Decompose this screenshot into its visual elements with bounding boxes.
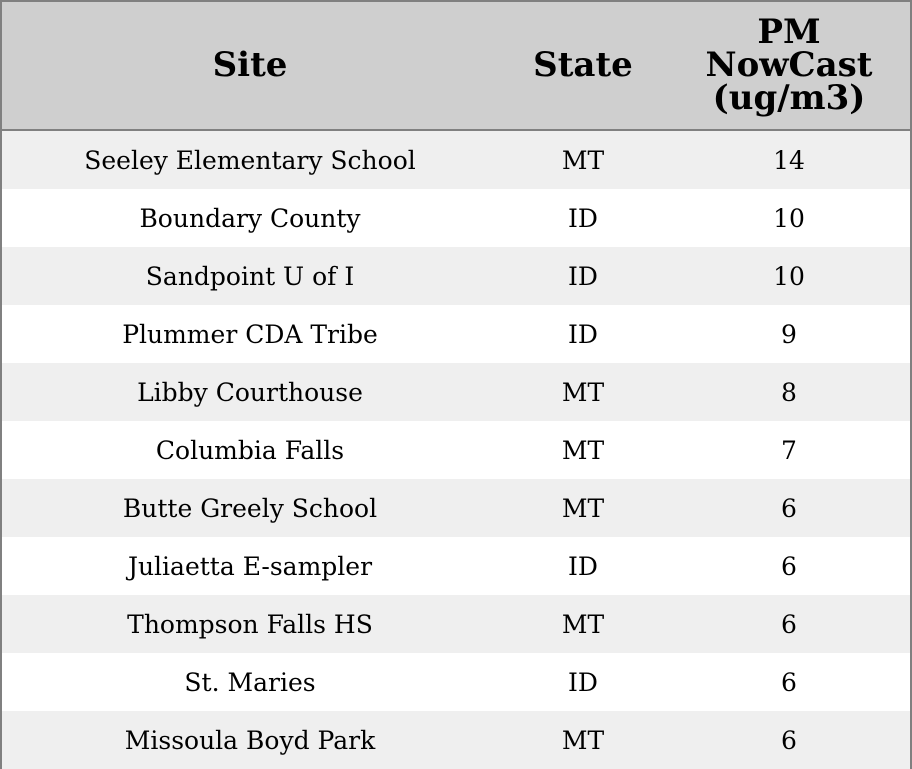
- cell-site: Thompson Falls HS: [127, 609, 373, 639]
- cell-site: Seeley Elementary School: [84, 145, 416, 175]
- table-row: [2, 653, 910, 711]
- table-row: [2, 131, 910, 189]
- table-row: [2, 711, 910, 769]
- cell-state: MT: [561, 493, 605, 523]
- cell-site: Columbia Falls: [155, 435, 345, 465]
- cell-pm-nowcast: 7: [781, 435, 797, 465]
- table-row: [2, 363, 910, 421]
- cell-state: ID: [568, 319, 598, 349]
- cell-pm-nowcast: 6: [781, 609, 797, 639]
- cell-state: ID: [568, 551, 598, 581]
- cell-pm-nowcast: 10: [773, 203, 805, 233]
- table-row: [2, 189, 910, 247]
- column-header-pm-line-3: (ug/m3): [712, 78, 866, 118]
- column-header-site: Site: [212, 45, 288, 85]
- cell-state: MT: [561, 145, 605, 175]
- table-body: [2, 131, 910, 769]
- cell-pm-nowcast: 9: [781, 319, 797, 349]
- cell-site: Butte Greely School: [122, 493, 378, 523]
- cell-state: ID: [568, 667, 598, 697]
- cell-state: MT: [561, 725, 605, 755]
- cell-site: Plummer CDA Tribe: [122, 319, 378, 349]
- cell-state: MT: [561, 435, 605, 465]
- cell-pm-nowcast: 14: [773, 145, 805, 175]
- table-row: [2, 305, 910, 363]
- column-header-pm-line-1: PM: [757, 12, 821, 52]
- cell-state: ID: [568, 203, 598, 233]
- cell-pm-nowcast: 6: [781, 725, 797, 755]
- cell-site: Missoula Boyd Park: [124, 725, 376, 755]
- cell-site: Juliaetta E-sampler: [127, 551, 373, 581]
- table-row: [2, 537, 910, 595]
- cell-state: MT: [561, 377, 605, 407]
- table-row: [2, 421, 910, 479]
- column-header-pm-line-2: NowCast: [705, 45, 873, 85]
- cell-pm-nowcast: 6: [781, 551, 797, 581]
- column-header-pm-nowcast: [668, 2, 910, 129]
- cell-pm-nowcast: 6: [781, 493, 797, 523]
- cell-state: MT: [561, 609, 605, 639]
- table-row: [2, 595, 910, 653]
- table-header-row: [2, 2, 910, 131]
- cell-site: Boundary County: [139, 203, 361, 233]
- cell-state: ID: [568, 261, 598, 291]
- column-header-state: State: [533, 45, 633, 85]
- cell-pm-nowcast: 8: [781, 377, 797, 407]
- cell-site: Sandpoint U of I: [145, 261, 355, 291]
- cell-site: Libby Courthouse: [137, 377, 363, 407]
- cell-pm-nowcast: 10: [773, 261, 805, 291]
- table-row: [2, 247, 910, 305]
- cell-pm-nowcast: 6: [781, 667, 797, 697]
- cell-site: St. Maries: [184, 667, 316, 697]
- table-row: [2, 479, 910, 537]
